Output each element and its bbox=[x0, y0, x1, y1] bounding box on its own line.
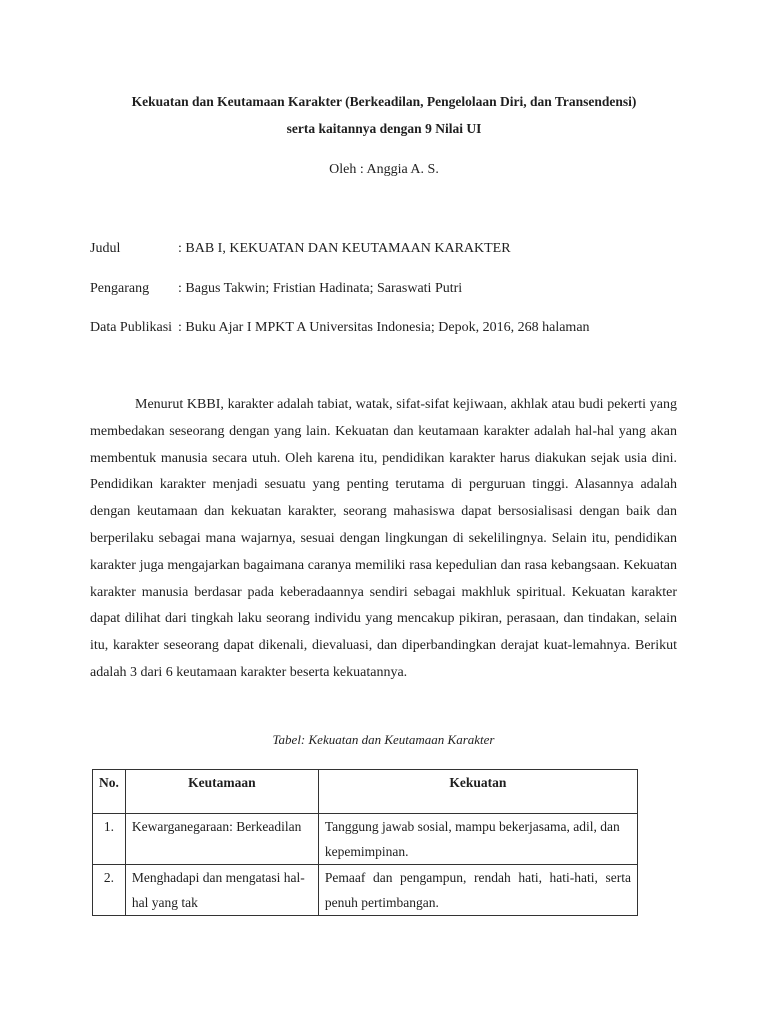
header-no: No. bbox=[93, 770, 126, 814]
cell-keutamaan: Menghadapi dan mengatasi hal-hal yang tak bbox=[125, 865, 318, 916]
cell-kekuatan: Pemaaf dan pengampun, rendah hati, hati-hati, serta penuh pertimbangan. bbox=[318, 865, 637, 916]
character-table bbox=[92, 769, 638, 916]
table-caption: Tabel: Kekuatan dan Keutamaan Karakter bbox=[272, 732, 495, 747]
meta-value: : Buku Ajar I MPKT A Universitas Indonesia; Depok, 2016, 268 halaman bbox=[178, 320, 590, 335]
meta-label: Data Publikasi bbox=[90, 320, 173, 335]
header-kekuatan: Kekuatan bbox=[318, 770, 637, 814]
meta-row-judul bbox=[90, 239, 511, 259]
meta-label: Judul bbox=[90, 241, 121, 256]
cell-kekuatan: Tanggung jawab sosial, mampu bekerjasama, adil, dan kepemimpinan. bbox=[318, 814, 637, 865]
header-keutamaan: Keutamaan bbox=[125, 770, 318, 814]
author-line: Oleh : Anggia A. S. bbox=[329, 162, 439, 177]
meta-label: Pengarang bbox=[90, 281, 150, 296]
cell-no: 2. bbox=[93, 865, 126, 916]
table-header-row bbox=[93, 770, 638, 814]
meta-value: : Bagus Takwin; Fristian Hadinata; Saraswati Putri bbox=[178, 281, 463, 296]
body-paragraph: Menurut KBBI, karakter adalah tabiat, watak, sifat-sifat kejiwaan, akhlak atau budi pekerti yang membedakan seseorang dengan yang lain. Kekuatan dan keutamaan karakter adalah hal-hal yang akan membentuk manusia secara utuh. Oleh karena itu, pendidikan karakter harus diakukan sejak usia dini. Pendidikan karakter menjadi sesuatu yang penting terutama di perguruan tinggi. Alasannya adalah dengan keutamaan dan kekuatan karakter, seorang mahasiswa dapat bersosialisasi dengan baik dan berperilaku sebagai mana wajarnya, sesuai dengan lingkungan di sekelilingnya. Selain itu, pendidikan karakter juga mengajarkan bagaimana caranya memiliki rasa kepedulian dan rasa kebangsaan. Kekuatan karakter manusia berdasar pada keberadaannya sendiri sebagai makhluk spiritual. Kekuatan karakter dapat dilihat dari tingkah laku seorang individu yang mencakup pikiran, perasaan, dan tindakan, selain itu, karakter seseorang dapat dikenali, dievaluasi, dan diperbandingkan derajat kuat-lemahnya. Berikut adalah 3 dari 6 keutamaan karakter beserta kekuatannya. bbox=[90, 397, 677, 680]
cell-keutamaan: Kewarganegaraan: Berkeadilan bbox=[125, 814, 318, 865]
document-title-line-2: serta kaitannya dengan 9 Nilai UI bbox=[286, 121, 482, 136]
table-row bbox=[93, 814, 638, 865]
cell-no: 1. bbox=[93, 814, 126, 865]
document-title-line-1: Kekuatan dan Keutamaan Karakter (Berkeadilan, Pengelolaan Diri, dan Transendensi) bbox=[131, 94, 637, 109]
table-row bbox=[93, 865, 638, 916]
meta-row-pengarang bbox=[90, 279, 462, 299]
meta-row-data-publikasi bbox=[90, 318, 590, 338]
meta-value: : BAB I, KEKUATAN DAN KEUTAMAAN KARAKTER bbox=[178, 241, 511, 256]
